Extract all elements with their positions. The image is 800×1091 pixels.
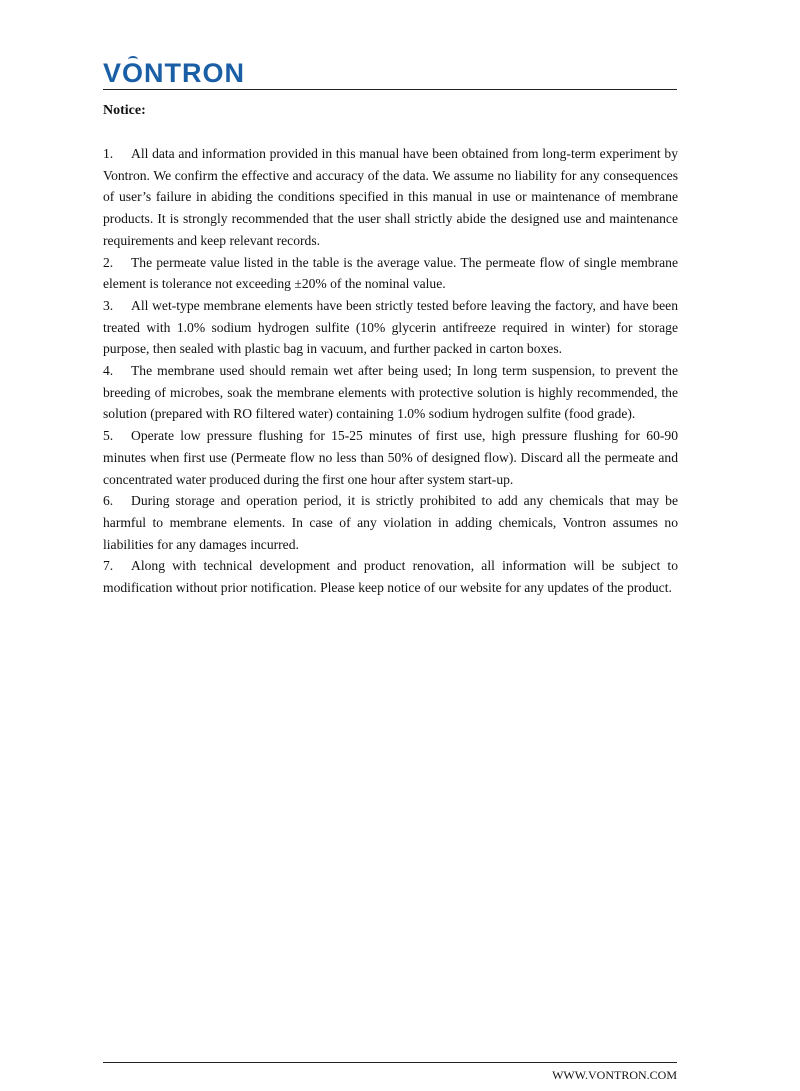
item-text: All data and information provided in this manual have been obtained from long-term experiment by Vontron. We confirm the effective and accuracy of the data. We assume no liability for any consequences of user’s failure in abiding the conditions specified in this manual in use or maintenance of membrane products. It is strongly recommended that the user shall strictly abide the designed use and maintenance requirements and keep relevant records. (103, 146, 678, 248)
page-footer (103, 1062, 677, 1082)
logo-letter-o: O (122, 58, 145, 88)
notice-title: Notice: (103, 103, 146, 118)
item-number: 2. (103, 254, 114, 270)
notice-item-3 (103, 295, 678, 360)
notice-item-4 (103, 360, 678, 425)
website-url: WWW.VONTRON.COM (552, 1068, 677, 1082)
item-text: Along with technical development and product renovation, all information will be subject to modification without prior notification. Please keep notice of our website for any updates of the product. (103, 558, 678, 596)
item-text: Operate low pressure flushing for 15-25 minutes of first use, high pressure flushing for 60-90 minutes when first use (Permeate flow no less than 50% of designed flow). Discard all the permeate and concentrated water produced during the first one hour after system start-up. (103, 428, 678, 487)
item-number: 6. (103, 493, 114, 509)
notice-item-7 (103, 555, 678, 598)
logo-letters-ntron: NTRON (144, 58, 246, 88)
item-text: The permeate value listed in the table is the average value. The permeate flow of single membrane element is tolerance not exceeding ±20% of the nominal value. (103, 254, 678, 292)
item-number: 3. (103, 297, 114, 313)
notice-item-6 (103, 490, 678, 555)
item-text: During storage and operation period, it is strictly prohibited to add any chemicals that may be harmful to membrane elements. In case of any violation in adding chemicals, Vontron assumes no liabilities for any damages incurred. (103, 493, 678, 552)
item-number: 5. (103, 428, 114, 444)
vontron-logo (103, 58, 245, 88)
item-number: 1. (103, 146, 114, 161)
item-text: The membrane used should remain wet after being used; In long term suspension, to prevent the breeding of microbes, soak the membrane elements with protective solution is highly recommended, the solution (prepared with RO filtered water) containing 1.0% sodium hydrogen sulfite (food grade). (103, 363, 678, 422)
header-divider (103, 89, 677, 90)
notice-item-2 (103, 252, 678, 295)
logo-letter-v: V (103, 58, 123, 88)
item-number: 4. (103, 363, 114, 379)
item-number: 7. (103, 558, 114, 574)
notice-item-5 (103, 425, 678, 490)
notice-item-1 (103, 143, 678, 252)
item-text: All wet-type membrane elements have been strictly tested before leaving the factory, and have been treated with 1.0% sodium hydrogen sulfite (10% glycerin antifreeze required in winter) for storage purpose, then sealed with plastic bag in vacuum, and further packed in carton boxes. (103, 297, 678, 357)
page-header (103, 58, 677, 90)
notice-list (103, 143, 678, 599)
